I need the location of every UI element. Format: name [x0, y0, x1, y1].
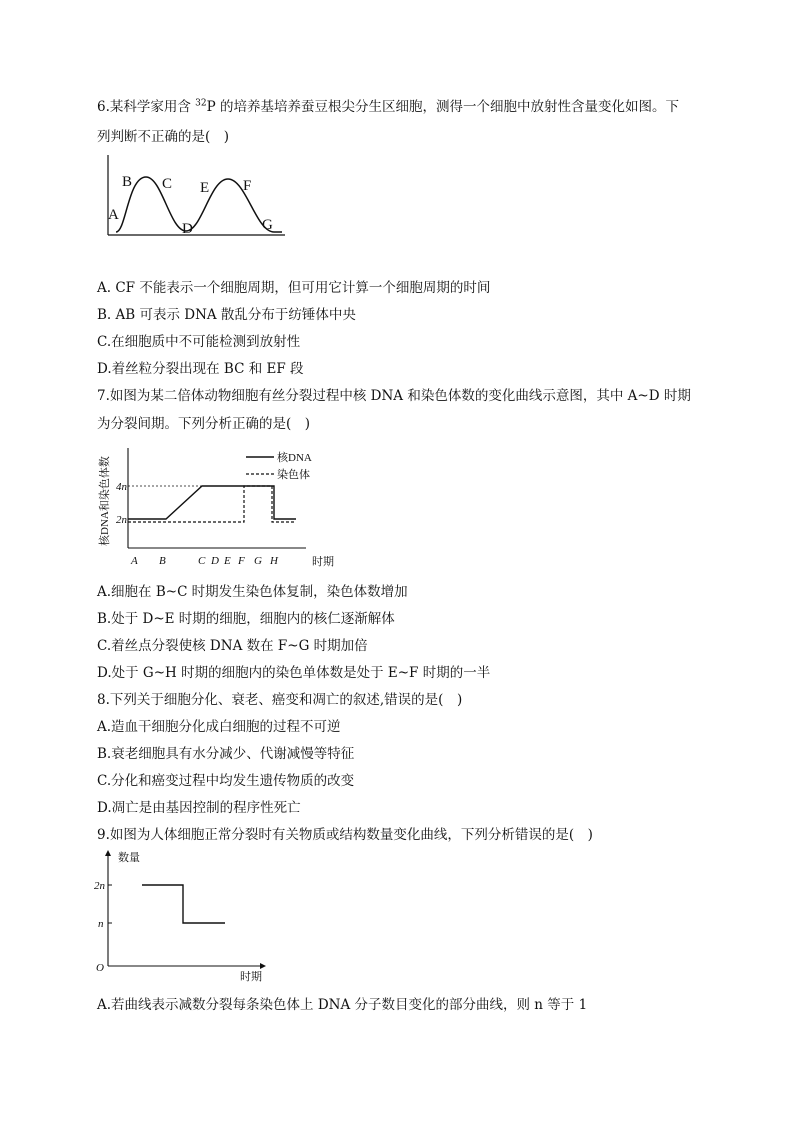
- q6-option-b: B. AB 可表示 DNA 散乱分布于纺锤体中央: [97, 307, 356, 323]
- q7-stem-line1: 7.如图为某二倍体动物细胞有丝分裂过程中核 DNA 和染色体数的变化曲线示意图，其中 A~D 时期: [97, 388, 691, 404]
- q7-dna-line: [128, 486, 296, 519]
- q6-label-c: C: [162, 176, 173, 192]
- q6-stem-line1: 6.某科学家用含 $^{32}$P 的培养基培养蚕豆根尖分生区细胞，测得一个细胞中放射性含量变化如图。下: [97, 98, 679, 115]
- q7-option-a: A.细胞在 B~C 时期发生染色体复制，染色体数增加: [97, 584, 408, 600]
- q9-y-axis-label: 数量: [118, 852, 140, 864]
- q7-chromosome-line: [128, 486, 296, 522]
- q6-label-a: A: [108, 207, 119, 223]
- q9-quantity-curve: [142, 885, 225, 923]
- q7-xtick-a: A: [131, 555, 138, 567]
- q7-legend-chromosome: 染色体: [277, 469, 310, 481]
- q6-figure: [100, 155, 290, 243]
- q6-label-e: E: [200, 180, 210, 196]
- q7-xtick-e: E: [224, 555, 231, 567]
- q7-xtick-g: G: [254, 555, 262, 567]
- q7-xtick-d: D: [211, 555, 219, 567]
- q8-option-a: A.造血干细胞分化成白细胞的过程不可逆: [97, 719, 341, 735]
- q7-x-axis-label: 时期: [312, 556, 334, 568]
- q6-label-f: F: [243, 178, 252, 194]
- q7-figure: [98, 440, 348, 572]
- q7-xtick-b: B: [159, 555, 166, 567]
- q6-radioactivity-curve: [116, 177, 282, 232]
- q8-option-c: C.分化和癌变过程中均发生遗传物质的改变: [97, 773, 355, 789]
- q7-ytick-2n: 2n: [116, 514, 127, 526]
- q9-x-arrow: [260, 963, 266, 969]
- q9-y-arrow: [105, 850, 111, 856]
- q6-option-a: A. CF 不能表示一个细胞周期，但可用它计算一个细胞周期的时间: [97, 280, 491, 296]
- q7-stem-line2: 为分裂间期。下列分析正确的是( ): [97, 416, 311, 432]
- q9-x-axis-label: 时期: [240, 971, 262, 983]
- q9-ytick-o: O: [96, 962, 104, 974]
- q6-label-d: D: [182, 221, 193, 237]
- q6-stem-line2: 列判断不正确的是( ): [97, 129, 230, 145]
- q7-option-b: B.处于 D~E 时期的细胞，细胞内的核仁逐渐解体: [97, 611, 395, 627]
- q9-option-a: A.若曲线表示减数分裂每条染色体上 DNA 分子数目变化的部分曲线，则 n 等于 1: [97, 997, 588, 1013]
- q9-axes: [108, 854, 262, 966]
- q8-option-b: B.衰老细胞具有水分减少、代谢减慢等特征: [97, 746, 355, 762]
- q7-y-axis-label: 核DNA和染色体数: [99, 456, 111, 546]
- q8-stem: 8.下列关于细胞分化、衰老、癌变和凋亡的叙述,错误的是( ): [97, 692, 463, 708]
- q7-legend-dna: 核DNA: [277, 452, 312, 464]
- q9-ytick-2n: 2n: [94, 880, 105, 892]
- q6-option-c: C.在细胞质中不可能检测到放射性: [97, 334, 301, 350]
- q9-ytick-n: n: [98, 918, 104, 930]
- q7-xtick-c: C: [198, 555, 206, 567]
- q6-label-g: G: [262, 217, 273, 233]
- q7-legend: [246, 450, 312, 481]
- q7-ytick-4n: 4n: [116, 481, 127, 493]
- q9-stem: 9.如图为人体细胞正常分裂时有关物质或结构数量变化曲线，下列分析错误的是( ): [97, 827, 593, 843]
- q7-option-c: C.着丝点分裂使核 DNA 数在 F~G 时期加倍: [97, 638, 368, 654]
- q7-option-d: D.处于 G~H 时期的细胞内的染色单体数是处于 E~F 时期的一半: [97, 665, 491, 681]
- q7-xtick-h: H: [270, 555, 278, 567]
- q7-xtick-f: F: [238, 555, 245, 567]
- q9-figure: [92, 848, 282, 984]
- q6-label-b: B: [122, 174, 133, 190]
- q6-superscript: 32: [195, 98, 207, 109]
- q8-option-d: D.凋亡是由基因控制的程序性死亡: [97, 800, 301, 816]
- q6-option-d: D.着丝粒分裂出现在 BC 和 EF 段: [97, 361, 304, 377]
